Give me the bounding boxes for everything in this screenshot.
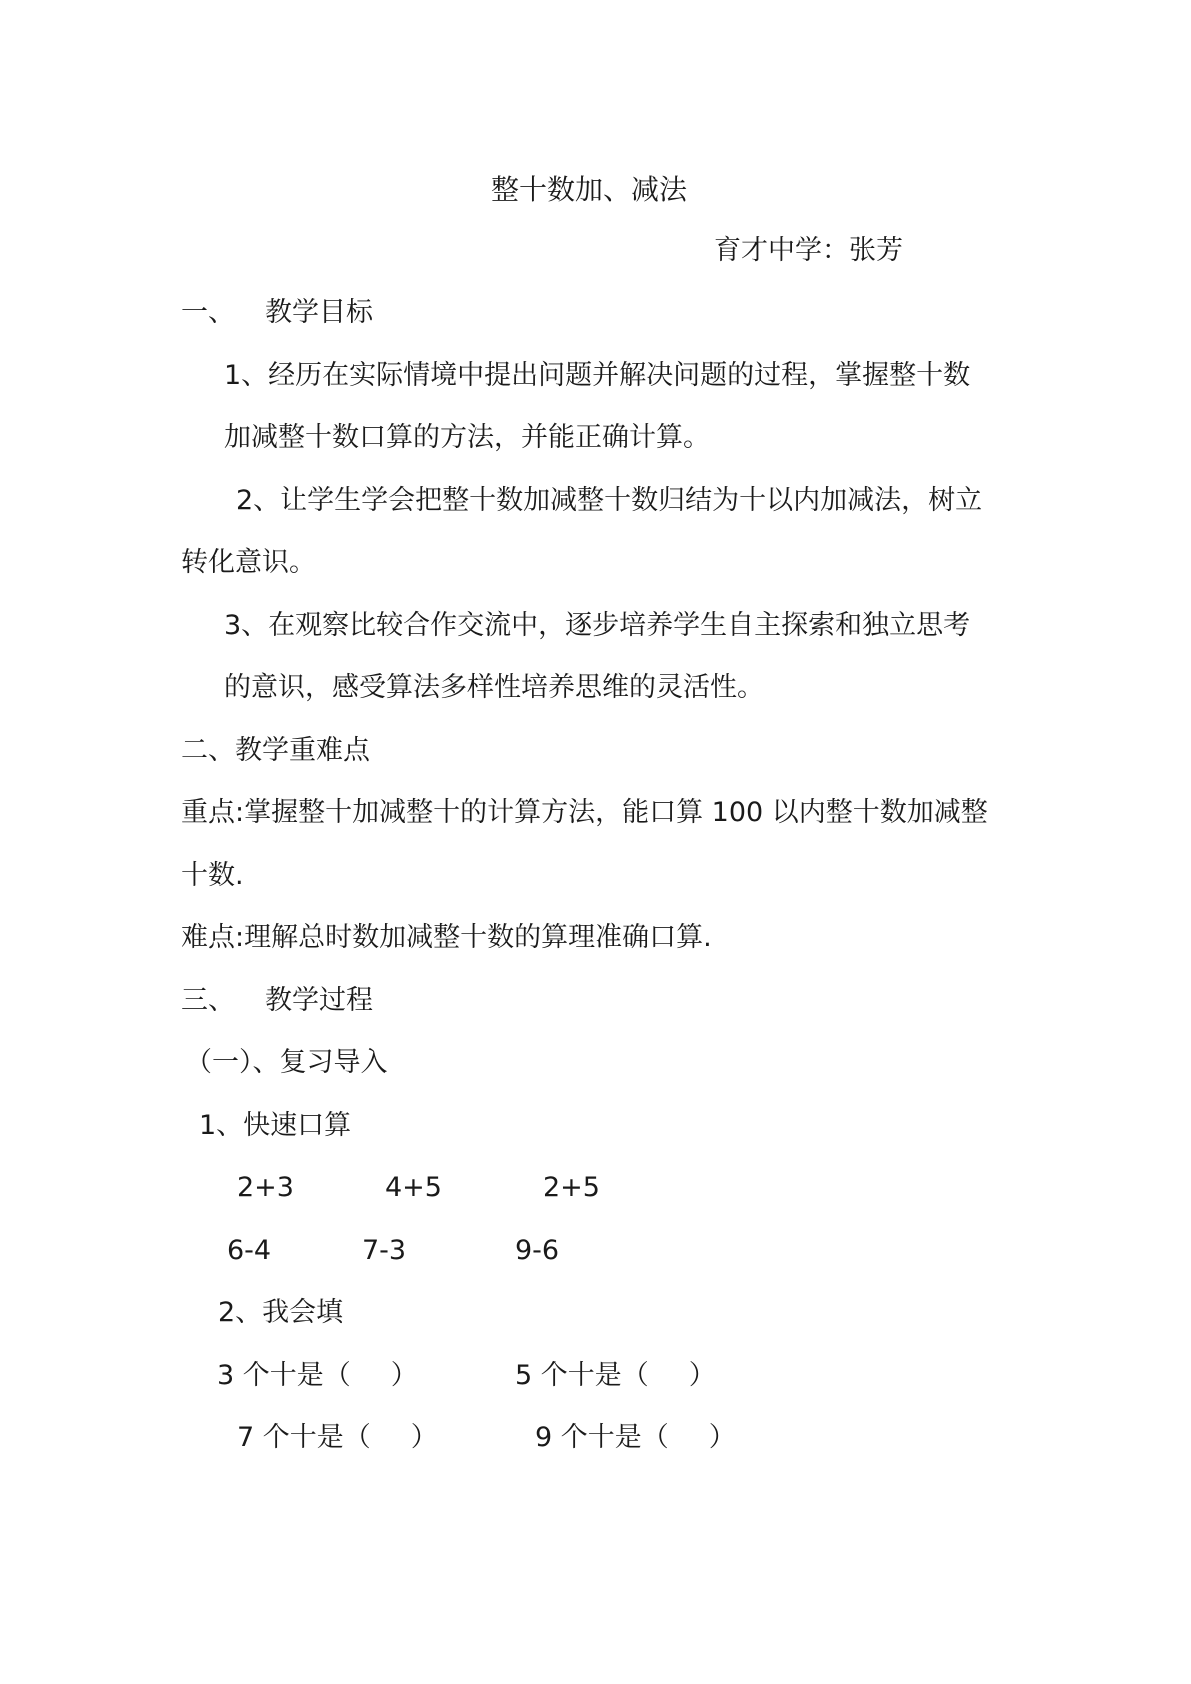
fill-blank-4-suffix: ） bbox=[708, 1422, 736, 1453]
fill-blank-1-suffix: ） bbox=[390, 1360, 418, 1391]
fill-blank-3 bbox=[237, 1421, 438, 1455]
addition-3: 2+5 bbox=[543, 1172, 600, 1203]
item1-heading: 1、快速口算 bbox=[199, 1110, 352, 1141]
section1-number: 一、 bbox=[181, 297, 235, 328]
fill-blank-4-prefix: 9 个十是（ bbox=[535, 1422, 669, 1453]
subtraction-2: 7-3 bbox=[362, 1235, 407, 1266]
fill-blank-3-prefix: 7 个十是（ bbox=[237, 1422, 371, 1453]
subtraction-3: 9-6 bbox=[515, 1235, 560, 1266]
fill-blank-1 bbox=[217, 1359, 418, 1393]
fill-blank-4 bbox=[535, 1421, 736, 1455]
addition-2: 4+5 bbox=[385, 1172, 442, 1203]
fill-blank-1-prefix: 3 个十是（ bbox=[217, 1360, 351, 1391]
difficulty-point: 难点:理解总时数加减整十数的算理准确口算. bbox=[181, 922, 712, 953]
key-point-line2: 十数. bbox=[181, 860, 244, 891]
goal3-line1: 3、在观察比较合作交流中，逐步培养学生自主探索和独立思考 bbox=[224, 610, 971, 641]
document-author: 育才中学：张芳 bbox=[714, 235, 903, 266]
goal2-line2: 转化意识。 bbox=[181, 547, 316, 578]
document-title: 整十数加、减法 bbox=[491, 173, 688, 206]
key-point-line1: 重点:掌握整十加减整十的计算方法，能口算 100 以内整十数加减整 bbox=[181, 797, 988, 828]
fill-blank-2 bbox=[515, 1359, 716, 1393]
fill-blank-2-prefix: 5 个十是（ bbox=[515, 1360, 649, 1391]
section3-heading: 教学过程 bbox=[265, 985, 373, 1016]
goal1-line2: 加减整十数口算的方法，并能正确计算。 bbox=[224, 422, 710, 453]
subtraction-1: 6-4 bbox=[227, 1235, 272, 1266]
section3-number: 三、 bbox=[181, 985, 235, 1016]
section2-heading: 二、教学重难点 bbox=[181, 735, 370, 766]
item2-heading: 2、我会填 bbox=[218, 1297, 344, 1328]
goal3-line2: 的意识，感受算法多样性培养思维的灵活性。 bbox=[224, 672, 764, 703]
part1-heading: （一）、复习导入 bbox=[185, 1047, 388, 1078]
section1-heading: 教学目标 bbox=[265, 297, 373, 328]
fill-blank-2-suffix: ） bbox=[688, 1360, 716, 1391]
goal1-line1: 1、经历在实际情境中提出问题并解决问题的过程，掌握整十数 bbox=[224, 360, 971, 391]
goal2-line1: 2、让学生学会把整十数加减整十数归结为十以内加减法，树立 bbox=[236, 485, 983, 516]
addition-1: 2+3 bbox=[237, 1172, 294, 1203]
fill-blank-3-suffix: ） bbox=[410, 1422, 438, 1453]
